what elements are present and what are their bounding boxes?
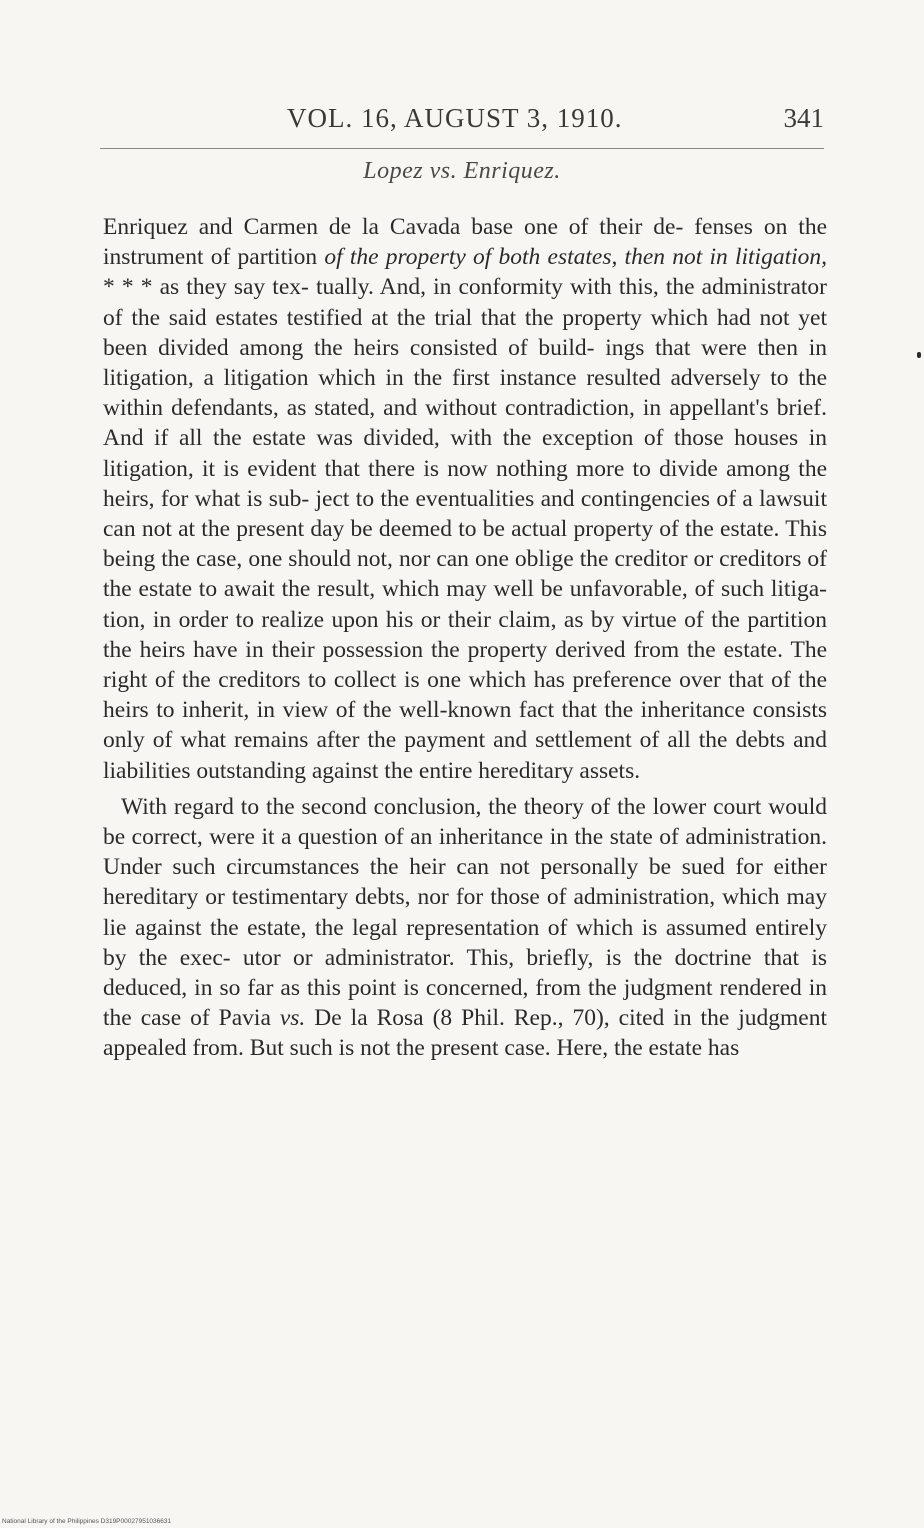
case-title: Lopez vs. Enriquez. bbox=[363, 158, 561, 184]
running-head bbox=[100, 103, 824, 143]
paragraph-2-italic: vs. bbox=[279, 1005, 306, 1032]
running-title: VOL. 16, AUGUST 3, 1910. bbox=[287, 103, 623, 133]
paragraph-2-tail: De la Rosa (8 Phil. Rep., 70), cited in the judgment appealed from. But such is not the present case. Here, the estate has bbox=[103, 1005, 828, 1062]
header-divider bbox=[100, 148, 824, 149]
paragraph-1-tail: * * * as they say tex- tually. And, in conformity with this, the administrator of the said estates testified at the trial that the property which had not yet been divided among the heirs consisted of build- ings that were then in litigation, a litigation which in the first instance resulted adversely to the within defendants, as stated, and without contradiction, in appellant's brief. And if all the estate was divided, with the exception of those houses in litigation, it is evident that there is now nothing more to divide among the heirs, for what is sub- ject to the eventualities and contingencies of a lawsuit can not at the present day be deemed to be actual property of the estate. This being the case, one should not, nor can one oblige the creditor or creditors of the estate to await the result, which may well be unfavorable, of such litiga- tion, in order to realize upon his or their claim, as by virtue of the partition the heirs have in their possession the property derived from the estate. The right of the creditors to collect is one which has preference over that of the heirs to inherit, in view of the well-known fact that the inheritance consists only of what remains after the payment and settlement of all the debts and liabilities outstanding against the entire hereditary assets. bbox=[103, 274, 827, 784]
paragraph-2 bbox=[103, 792, 827, 1064]
page-number: 341 bbox=[783, 103, 824, 133]
paragraph-1-lead: Enriquez and Carmen de la Cavada base one of their de- fenses on the instrument of partition bbox=[103, 214, 827, 271]
paragraph-1-italic: of the property of both estates, then not in litigation, bbox=[324, 244, 828, 271]
margin-mark bbox=[917, 352, 921, 358]
paragraph-2-lead: With regard to the second conclusion, the theory of the lower court would be correct, were it a question of an inheritance in the state of administration. Under such circumstances the heir can not personally be sued for either hereditary or testimentary debts, nor for those of administration, which may lie against the estate, the legal representation of which is assumed entirely by the exec- utor or administrator. This, briefly, is the doctrine that is deduced, in so far as this point is concerned, from the judgment rendered in the case of Pavia bbox=[103, 793, 827, 1032]
paragraph-1 bbox=[103, 212, 827, 786]
body-text bbox=[103, 212, 827, 1064]
archive-footer: National Library of the Philippines D319P00027951036631 bbox=[2, 1518, 172, 1525]
